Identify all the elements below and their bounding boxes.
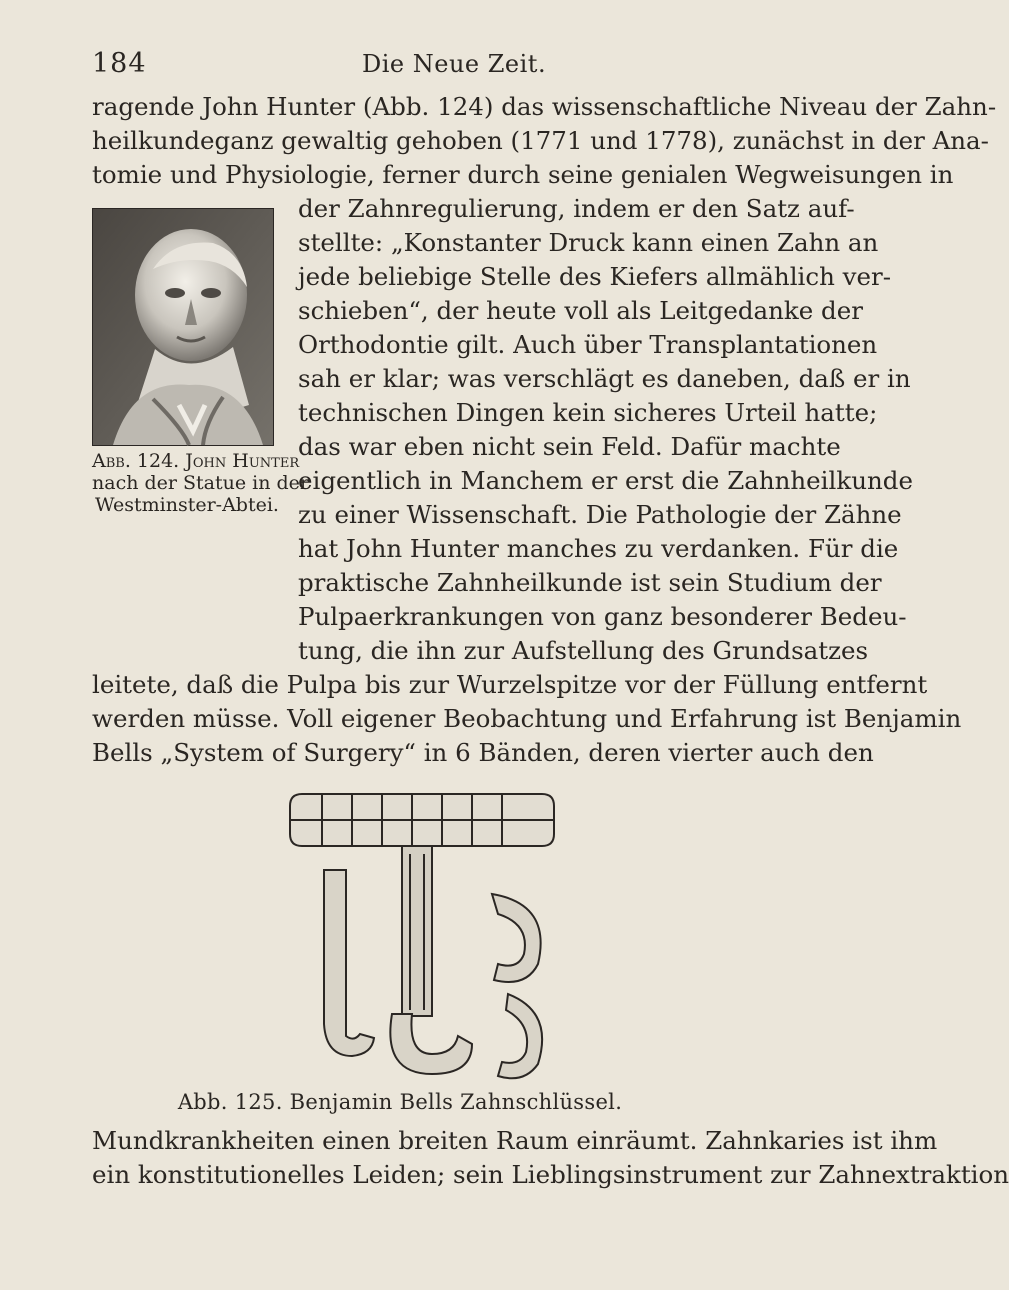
text-line: Mundkrankheiten einen breiten Raum einräumt. Zahnkaries ist ihm (92, 1126, 938, 1155)
text-line: sah er klar; was verschlägt es daneben, daß er in (298, 364, 911, 393)
text-line: zu einer Wissenschaft. Die Pathologie der Zähne (298, 500, 902, 529)
text-line: heilkundeganz gewaltig gehoben (1771 und 1778), zunächst in der Ana- (92, 126, 989, 155)
figure-125-caption: Abb. 125. Benjamin Bells Zahnschlüssel. (177, 1090, 623, 1114)
text-line: eigentlich in Manchem er erst die Zahnheilkunde (298, 466, 913, 495)
text-line: ein konstitutionelles Leiden; sein Lieblingsinstrument zur Zahnextraktion (92, 1160, 1009, 1189)
text-line: ragende John Hunter (Abb. 124) das wissenschaftliche Niveau der Zahn- (92, 92, 997, 121)
text-line: technischen Dingen kein sicheres Urteil hatte; (298, 398, 878, 427)
text-line: jede beliebige Stelle des Kiefers allmählich ver- (298, 262, 892, 291)
tooth-key-illustration (262, 774, 562, 1084)
page-header (0, 48, 800, 88)
text-line: Pulpaerkrankungen von ganz besonderer Bedeu- (298, 602, 907, 631)
text-line: praktische Zahnheilkunde ist sein Studium der (298, 568, 882, 597)
john-hunter-portrait (92, 208, 274, 446)
text-line: Bells „System of Surgery“ in 6 Bänden, deren vierter auch den (92, 738, 874, 767)
text-line: werden müsse. Voll eigener Beobachtung und Erfahrung ist Benjamin (92, 704, 962, 733)
caption-line: Abb. 124. John Hunter (92, 450, 300, 472)
figure-124-caption (92, 450, 309, 516)
page-number: 184 (92, 48, 147, 79)
caption-line: nach der Statue in der (92, 472, 309, 494)
text-line: schieben“, der heute voll als Leitgedanke der (298, 296, 863, 325)
bust-image (93, 209, 273, 445)
text-line: der Zahnregulierung, indem er den Satz auf- (298, 194, 855, 223)
tooth-key-drawing (262, 774, 562, 1084)
text-line: Orthodontie gilt. Auch über Transplantationen (298, 330, 878, 359)
text-line: stellte: „Konstanter Druck kann einen Zahn an (298, 228, 879, 257)
text-line: tung, die ihn zur Aufstellung des Grundsatzes (298, 636, 869, 665)
text-line: hat John Hunter manches zu verdanken. Für die (298, 534, 899, 563)
text-line: tomie und Physiologie, ferner durch seine genialen Wegweisungen in (92, 160, 954, 189)
text-line: das war eben nicht sein Feld. Dafür machte (298, 432, 841, 461)
text-line: leitete, daß die Pulpa bis zur Wurzelspitze vor der Füllung entfernt (92, 670, 928, 699)
running-head: Die Neue Zeit. (362, 50, 547, 78)
caption-line: Westminster-Abtei. (95, 494, 279, 516)
